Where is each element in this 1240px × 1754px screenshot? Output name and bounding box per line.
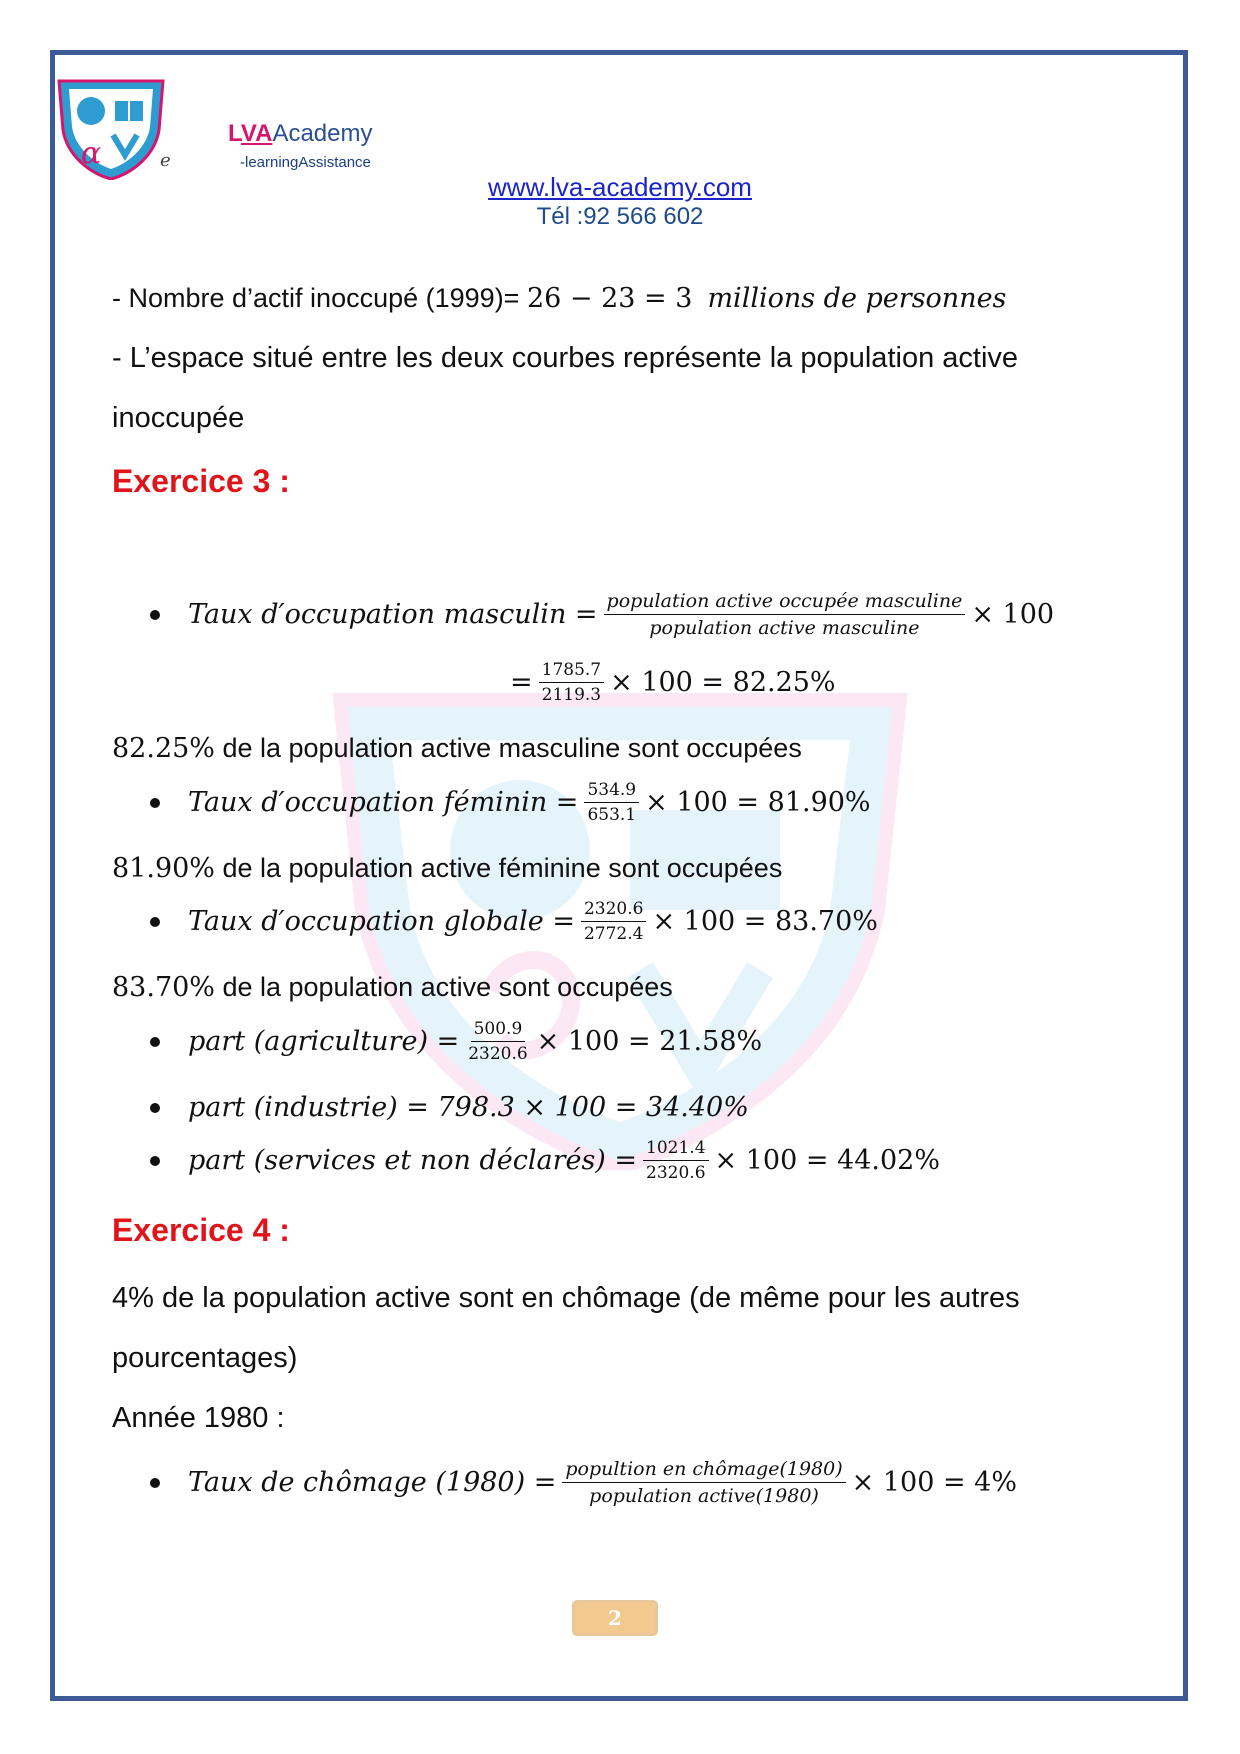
bullet-icon — [150, 1103, 160, 1113]
bullet-icon — [150, 917, 160, 927]
intro-line-3: inoccupée — [112, 402, 245, 434]
ex4-para-2: pourcentages) — [112, 1342, 298, 1374]
bullet-icon — [150, 798, 160, 808]
bullet-icon — [150, 1156, 160, 1166]
website-link[interactable]: www.lva-academy.com — [488, 172, 752, 202]
globale-note: 83.70% de la population active sont occupées — [112, 972, 673, 1003]
page-number: 2 — [572, 1600, 658, 1636]
bullet-icon — [150, 1478, 160, 1488]
taux-masculin-row: Taux d′occupation masculin = $\frac{\text{population active occupée masculine}}{\text{population active masculine}}$ × 100 — [150, 590, 1054, 639]
phone-number: Tél :92 566 602 — [536, 203, 704, 230]
part-agriculture-row: part (agriculture) = $\frac{500.9}{2320.6}$ × 100 = 21.58% — [150, 1019, 762, 1064]
masculin-note: 82.25% de la population active masculine sont occupées — [112, 733, 802, 764]
feminin-note: 81.90% de la population active féminine sont occupées — [112, 853, 783, 884]
ex4-para-1: 4% de la population active sont en chômage (de même pour les autres — [112, 1282, 1020, 1314]
bullet-icon — [150, 1037, 160, 1047]
part-industrie-row: part (industrie) = 798.3 × 100 = 34.40% — [150, 1092, 749, 1123]
ex4-year-label: Année 1980 : — [112, 1402, 285, 1434]
brand-name: LVAAcademy — [228, 120, 373, 147]
intro-line-2: - L’espace situé entre les deux courbes représente la population active — [112, 342, 1019, 374]
lva-logo — [55, 75, 167, 180]
exercise-4-heading: Exercice 4 : — [112, 1212, 290, 1248]
bullet-icon — [150, 610, 160, 620]
taux-chomage-row: Taux de chômage (1980) = $\frac{\text{popultion en chômage(1980)}}{\text{population active(1980)}}$ × 100 = 4% — [150, 1458, 1017, 1507]
exercise-3-heading: Exercice 3 : — [112, 463, 290, 499]
brand-tagline: -learningAssistance — [240, 154, 371, 171]
intro-line-1: - Nombre d’actif inoccupé (1999)= 26 − 23 = 3 millions de personnes — [112, 283, 1007, 314]
masculin-calc-row: = $\frac{1785.7}{2119.3}$ × 100 = 82.25% — [510, 660, 836, 705]
part-services-row: part (services et non déclarés) = $\frac{1021.4}{2320.6}$ × 100 = 44.02% — [150, 1138, 940, 1183]
taux-feminin-row: Taux d′occupation féminin = $\frac{534.9}{653.1}$ × 100 = 81.90% — [150, 780, 871, 825]
svg-text:α: α — [81, 136, 102, 171]
logo-e-letter: e — [160, 150, 171, 171]
taux-globale-row: Taux d′occupation globale = $\frac{2320.6}{2772.4}$ × 100 = 83.70% — [150, 899, 878, 944]
